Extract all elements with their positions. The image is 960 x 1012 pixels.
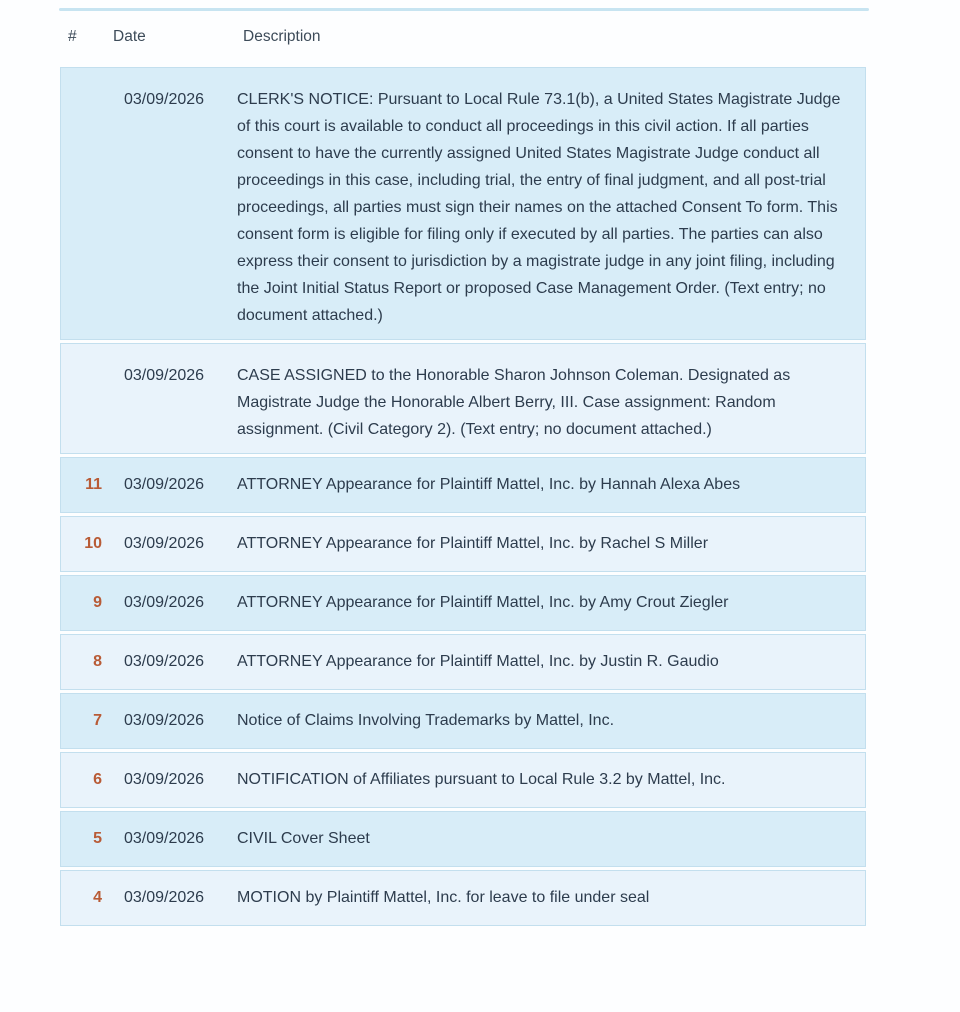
entry-description-cell xyxy=(226,575,866,631)
entry-date-cell xyxy=(102,634,226,690)
entry-date: 03/09/2026 xyxy=(124,830,205,847)
docket-entry-row xyxy=(60,67,866,340)
entry-description: ATTORNEY Appearance for Plaintiff Mattel, Inc. by Rachel S Miller xyxy=(237,535,709,552)
docket-page xyxy=(0,8,960,929)
entry-description: Notice of Claims Involving Trademarks by Mattel, Inc. xyxy=(237,712,615,729)
entry-date-cell xyxy=(102,575,226,631)
entry-description-cell xyxy=(226,811,866,867)
column-header-number: # xyxy=(68,28,77,45)
entry-number-link[interactable]: 6 xyxy=(93,771,102,788)
entry-number-link[interactable]: 10 xyxy=(84,535,102,552)
entry-number-cell xyxy=(60,575,102,631)
entry-date-cell xyxy=(102,870,226,926)
entry-date-cell xyxy=(102,343,226,454)
table-header xyxy=(60,26,960,48)
entry-number-link[interactable]: 4 xyxy=(93,889,102,906)
entry-date: 03/09/2026 xyxy=(124,91,205,108)
entry-date: 03/09/2026 xyxy=(124,367,205,384)
docket-entry-row xyxy=(60,343,866,454)
entry-date-cell xyxy=(102,516,226,572)
docket-entry-row xyxy=(60,634,866,690)
entry-number-cell xyxy=(60,693,102,749)
top-divider xyxy=(59,8,869,11)
entry-description-cell xyxy=(226,870,866,926)
entry-number-cell xyxy=(60,752,102,808)
entry-date-cell xyxy=(102,752,226,808)
entry-date: 03/09/2026 xyxy=(124,594,205,611)
entry-number-cell xyxy=(60,811,102,867)
entry-date: 03/09/2026 xyxy=(124,712,205,729)
entry-number-link[interactable]: 5 xyxy=(93,830,102,847)
docket-entry-row xyxy=(60,575,866,631)
entry-number-cell xyxy=(60,870,102,926)
entry-description: CLERK'S NOTICE: Pursuant to Local Rule 73.1(b), a United States Magistrate Judge of this court is available to conduct all proceedings in this civil action. If all parties consent to have the currently assigned United States Magistrate Judge conduct all proceedings in this case, including trial, the entry of final judgment, and all post-trial proceedings, all parties must sign their names on the attached Consent To form. This consent form is eligible for filing only if executed by all parties. The parties can also express their consent to jurisdiction by a magistrate judge in any joint filing, including the Joint Initial Status Report or proposed Case Management Order. (Text entry; no document attached.) xyxy=(237,91,841,324)
entry-description-cell xyxy=(226,343,866,454)
docket-entry-row xyxy=(60,693,866,749)
entry-date-cell xyxy=(102,67,226,340)
entry-date: 03/09/2026 xyxy=(124,476,205,493)
column-header-description: Description xyxy=(243,28,321,45)
entry-date: 03/09/2026 xyxy=(124,535,205,552)
docket-entry-row xyxy=(60,516,866,572)
entry-number-link[interactable]: 9 xyxy=(93,594,102,611)
entry-number-link[interactable]: 7 xyxy=(93,712,102,729)
entry-description: MOTION by Plaintiff Mattel, Inc. for leave to file under seal xyxy=(237,889,650,906)
entry-description-cell xyxy=(226,457,866,513)
entry-description: ATTORNEY Appearance for Plaintiff Mattel, Inc. by Justin R. Gaudio xyxy=(237,653,719,670)
entry-description-cell xyxy=(226,752,866,808)
entry-number-cell xyxy=(60,634,102,690)
entry-date: 03/09/2026 xyxy=(124,771,205,788)
entry-description-cell xyxy=(226,516,866,572)
docket-entries-table xyxy=(60,64,866,929)
entry-number-link[interactable]: 8 xyxy=(93,653,102,670)
entry-description: ATTORNEY Appearance for Plaintiff Mattel, Inc. by Hannah Alexa Abes xyxy=(237,476,741,493)
docket-entry-row xyxy=(60,811,866,867)
entry-description: ATTORNEY Appearance for Plaintiff Mattel, Inc. by Amy Crout Ziegler xyxy=(237,594,729,611)
entry-description: CASE ASSIGNED to the Honorable Sharon Johnson Coleman. Designated as Magistrate Judge the Honorable Albert Berry, III. Case assignment: Random assignment. (Civil Category 2). (Text entry; no document attached.) xyxy=(237,367,791,438)
column-header-date: Date xyxy=(113,28,146,45)
entry-number-link[interactable]: 11 xyxy=(85,476,102,493)
entry-number-cell xyxy=(60,67,102,340)
entry-date-cell xyxy=(102,693,226,749)
docket-entry-row xyxy=(60,457,866,513)
entry-description: CIVIL Cover Sheet xyxy=(237,830,370,847)
entry-date: 03/09/2026 xyxy=(124,889,205,906)
entry-number-cell xyxy=(60,343,102,454)
entry-number-cell xyxy=(60,516,102,572)
entry-date: 03/09/2026 xyxy=(124,653,205,670)
entry-description-cell xyxy=(226,67,866,340)
entry-date-cell xyxy=(102,811,226,867)
entry-number-cell xyxy=(60,457,102,513)
entry-description-cell xyxy=(226,634,866,690)
entry-description: NOTIFICATION of Affiliates pursuant to Local Rule 3.2 by Mattel, Inc. xyxy=(237,771,726,788)
docket-entry-row xyxy=(60,870,866,926)
entry-description-cell xyxy=(226,693,866,749)
entry-date-cell xyxy=(102,457,226,513)
docket-entry-row xyxy=(60,752,866,808)
